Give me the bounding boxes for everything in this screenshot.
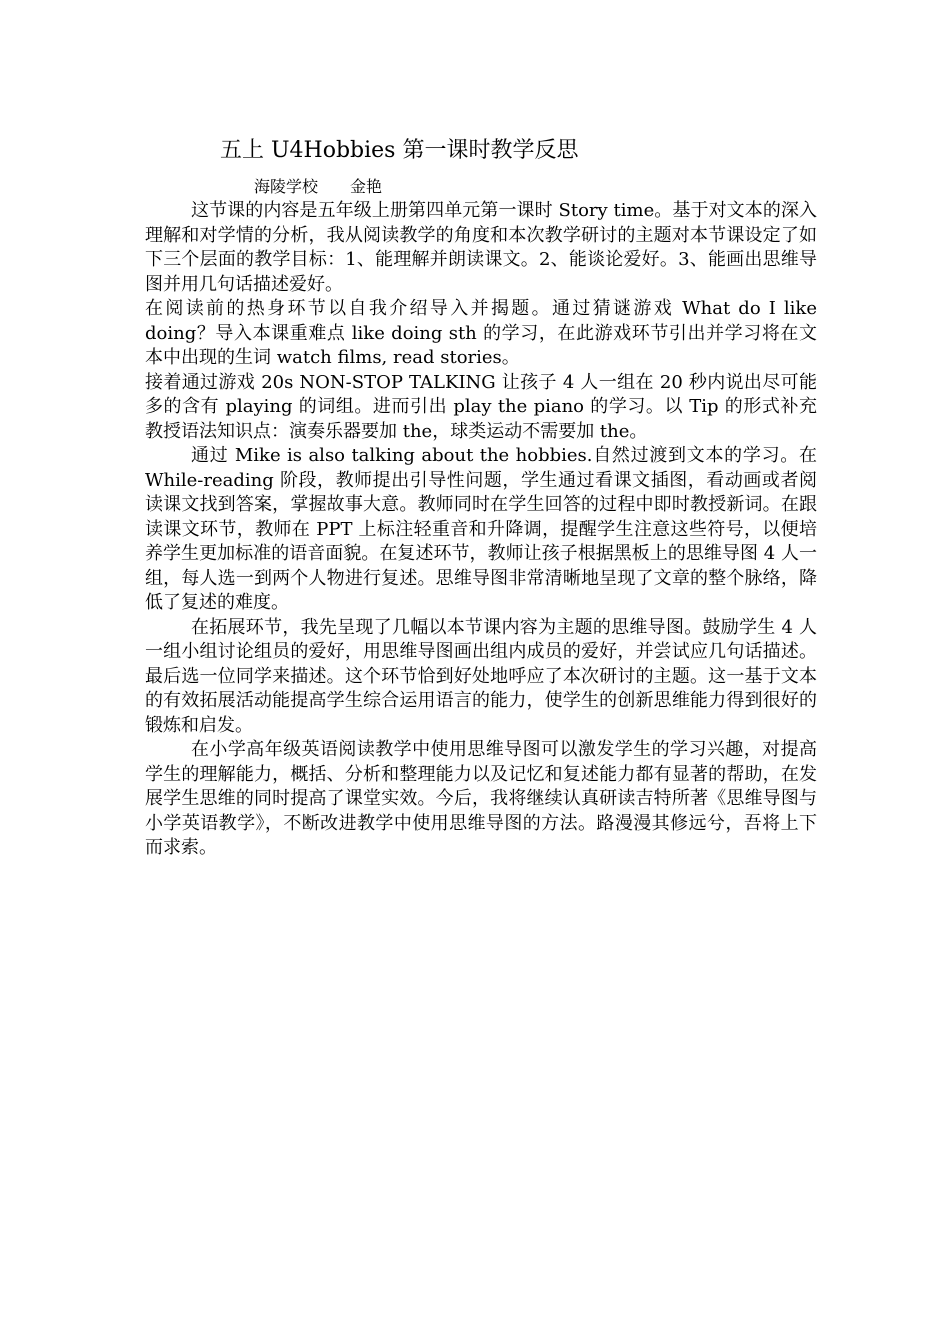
author-line (254, 176, 382, 198)
school-name: 海陵学校 (254, 177, 319, 196)
paragraph-intro: 这节课的内容是五年级上册第四单元第一课时 Story time。基于对文本的深入理解和对学情的分析，我从阅读教学的角度和本次教学研讨的主题对本节课设定了如下三个层面的教学目标：1、能理解并朗读课文。2、能谈论爱好。3、能画出思维导图并用几句话描述爱好。 (145, 200, 817, 295)
author-name: 金艳 (350, 177, 383, 196)
paragraph-extension: 在拓展环节，我先呈现了几幅以本节课内容为主题的思维导图。鼓励学生 4 人一组小组讨论组员的爱好，用思维导图画出组内成员的爱好，并尝试应几句话描述。最后选一位同学来描述。这个环节恰到好处地呼应了本次研讨的主题。这一基于文本的有效拓展活动能提高学生综合运用语言的能力，使学生的创新思维能力得到很好的锻炼和启发。 (145, 616, 817, 736)
document-title: 五上 U4Hobbies 第一课时教学反思 (220, 138, 579, 163)
paragraph-warmup: 在阅读前的热身环节以自我介绍导入并揭题。通过猜谜游戏 What do I like doing？导入本课重难点 like doing sth 的学习，在此游戏环节引出并学习将在文本中出现的生词 watch films, read stories。 (145, 298, 817, 368)
paragraph-reading: 通过 Mike is also talking about the hobbies.自然过渡到文本的学习。在 While-reading 阶段，教师提出引导性问题，学生通过看课文插图，看动画或者阅读课文找到答案，掌握故事大意。教师同时在学生回答的过程中即时教授新词。在跟读课文环节，教师在 PPT 上标注轻重音和升降调，提醒学生注意这些符号，以便培养学生更加标准的语音面貌。在复述环节，教师让孩子根据黑板上的思维导图 4 人一组，每人选一到两个人物进行复述。思维导图非常清晰地呈现了文章的整个脉络，降低了复述的难度。 (145, 445, 817, 613)
paragraph-conclusion: 在小学高年级英语阅读教学中使用思维导图可以激发学生的学习兴趣，对提高学生的理解能力，概括、分析和整理能力以及记忆和复述能力都有显著的帮助，在发展学生思维的同时提高了课堂实效。今后，我将继续认真研读吉特所著《思维导图与小学英语教学》，不断改进教学中使用思维导图的方法。路漫漫其修远兮，吾将上下而求索。 (145, 739, 817, 858)
document-body (145, 199, 817, 861)
paragraph-game: 接着通过游戏 20s NON-STOP TALKING 让孩子 4 人一组在 20 秒内说出尽可能多的含有 playing 的词组。进而引出 play the piano 的学习。以 Tip 的形式补充教授语法知识点：演奏乐器要加 the，球类运动不需要加 the。 (145, 371, 817, 442)
